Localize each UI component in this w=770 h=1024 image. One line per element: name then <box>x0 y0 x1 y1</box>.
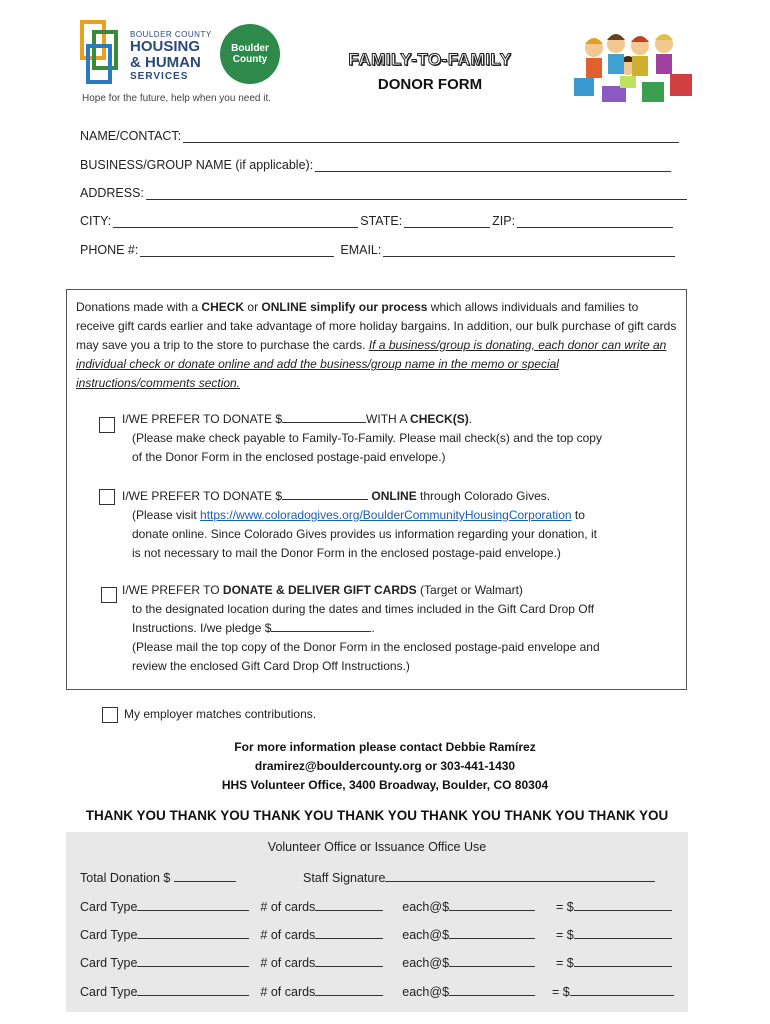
each-label: each@$ <box>402 985 450 999</box>
name-contact-row <box>80 129 681 143</box>
seal-line2: County <box>232 54 268 65</box>
option-online-lead: I/WE PREFER TO DONATE $ <box>122 489 283 503</box>
num-cards-field[interactable] <box>315 925 383 939</box>
thank-you-banner: THANK YOU THANK YOU THANK YOU THANK YOU THANK YOU THANK YOU THANK YOU <box>85 808 669 823</box>
name-contact-label: NAME/CONTACT: <box>80 129 182 143</box>
business-field[interactable] <box>315 158 671 172</box>
option-gift-bold: DONATE & DELIVER GIFT CARDS <box>222 583 417 597</box>
each-label: each@$ <box>402 900 450 914</box>
card-type-field[interactable] <box>137 953 249 967</box>
more-info-line1: For more information please contact Debbie Ramírez <box>234 740 536 754</box>
intro-text-1: Donations made with a <box>76 300 202 314</box>
kids-with-gifts-illustration <box>572 30 694 106</box>
city-field[interactable] <box>113 214 358 228</box>
num-cards-label: # of cards <box>260 900 316 914</box>
city-row <box>80 214 675 228</box>
card-type-label: Card Type <box>80 956 138 970</box>
org-small: BOULDER COUNTY <box>130 30 212 39</box>
total-donation-row <box>80 868 236 885</box>
option-gift-line2: to the designated location during the dates and times included in the Gift Card Drop Off <box>132 602 595 616</box>
equals-label: = $ <box>552 985 570 999</box>
staff-signature-label: Staff Signature <box>303 871 386 885</box>
line-total-field[interactable] <box>570 982 674 996</box>
more-info-line3: HHS Volunteer Office, 3400 Broadway, Boulder, CO 80304 <box>221 778 549 792</box>
state-label: STATE: <box>360 214 403 228</box>
option-gift-end: (Target or Walmart) <box>416 583 523 597</box>
donate-check-checkbox[interactable] <box>99 417 115 433</box>
intro-check: CHECK <box>201 300 245 314</box>
seal-line1: Boulder <box>231 43 269 54</box>
each-amount-field[interactable] <box>449 953 535 967</box>
org-line1: HOUSING <box>130 38 201 55</box>
address-row <box>80 186 689 200</box>
option-check-mid: WITH A <box>366 412 411 426</box>
more-info-line2: dramirez@bouldercounty.org or 303-441-1430 <box>254 759 516 773</box>
card-row <box>80 925 672 942</box>
option-check-line3: of the Donor Form in the enclosed postage-paid envelope.) <box>132 450 446 464</box>
card-type-field[interactable] <box>137 925 249 939</box>
option-online-line2b: to <box>571 508 585 522</box>
zip-label: ZIP: <box>492 214 516 228</box>
check-amount-field[interactable] <box>282 410 366 423</box>
option-online <box>122 487 597 563</box>
option-online-end: through Colorado Gives. <box>416 489 551 503</box>
option-gift-line3a: Instructions. I/we pledge $ <box>132 621 272 635</box>
each-amount-field[interactable] <box>449 982 535 996</box>
phone-label: PHONE #: <box>80 243 139 257</box>
option-gift-cards <box>122 581 600 676</box>
form-title: FAMILY-TO-FAMILY <box>348 50 512 69</box>
option-check-bold: CHECK(S) <box>410 412 469 426</box>
card-type-field[interactable] <box>137 982 249 996</box>
option-online-line3: donate online. Since Colorado Gives provides us information regarding your donation, it <box>132 527 597 541</box>
equals-label: = $ <box>556 928 574 942</box>
option-online-line4: is not necessary to mail the Donor Form in the enclosed postage-paid envelope.) <box>132 546 561 560</box>
phone-field[interactable] <box>140 243 334 257</box>
card-row <box>80 897 672 914</box>
option-gift-line4: (Please mail the top copy of the Donor Form in the enclosed postage-paid envelope and <box>132 640 600 654</box>
pledge-amount-field[interactable] <box>271 619 371 632</box>
tagline: Hope for the future, help when you need it. <box>82 93 272 104</box>
option-online-bold: ONLINE <box>371 489 417 503</box>
total-donation-field[interactable] <box>174 868 236 882</box>
num-cards-label: # of cards <box>260 928 316 942</box>
online-amount-field[interactable] <box>282 487 368 500</box>
name-contact-field[interactable] <box>183 129 679 143</box>
each-amount-field[interactable] <box>449 897 535 911</box>
num-cards-field[interactable] <box>315 982 383 996</box>
address-label: ADDRESS: <box>80 186 144 200</box>
each-label: each@$ <box>402 956 450 970</box>
option-check-line2: (Please make check payable to Family-To-Family. Please mail check(s) and the top copy <box>132 431 602 445</box>
card-row <box>80 953 672 970</box>
card-type-label: Card Type <box>80 928 138 942</box>
each-label: each@$ <box>402 928 450 942</box>
num-cards-field[interactable] <box>315 953 383 967</box>
card-type-label: Card Type <box>80 900 138 914</box>
employer-match-label: My employer matches contributions. <box>124 707 317 721</box>
staff-signature-row <box>303 868 655 885</box>
equals-label: = $ <box>556 956 574 970</box>
intro-text-3: which allows individuals and families to receive gift cards earlier and take advantage of more holiday bargains. In addition, our bulk purchase of gift cards may save you a trip to the store to purchase the cards. <box>76 300 677 352</box>
option-gift-line3b: . <box>371 621 375 635</box>
org-line3: SERVICES <box>130 71 189 82</box>
colorado-gives-link[interactable]: https://www.coloradogives.org/BoulderCommunityHousingCorporation <box>200 508 572 522</box>
donate-online-checkbox[interactable] <box>99 489 115 505</box>
donation-intro <box>76 298 680 393</box>
option-gift-line5: review the enclosed Gift Card Drop Off Instructions.) <box>132 659 410 673</box>
intro-online: ONLINE simplify our process <box>261 300 428 314</box>
business-row <box>80 158 673 172</box>
each-amount-field[interactable] <box>449 925 535 939</box>
form-subtitle: DONOR FORM <box>377 76 483 93</box>
num-cards-label: # of cards <box>260 956 316 970</box>
hhs-logo-text <box>130 30 212 82</box>
intro-text-2: or <box>244 300 262 314</box>
staff-signature-field[interactable] <box>385 868 655 882</box>
num-cards-label: # of cards <box>260 985 316 999</box>
num-cards-field[interactable] <box>315 897 383 911</box>
card-type-label: Card Type <box>80 985 138 999</box>
employer-match-checkbox[interactable] <box>102 707 118 723</box>
email-label: EMAIL: <box>340 243 382 257</box>
line-total-field[interactable] <box>574 925 672 939</box>
boulder-county-seal <box>220 24 280 84</box>
address-field[interactable] <box>146 186 687 200</box>
zip-field[interactable] <box>517 214 673 228</box>
state-field[interactable] <box>404 214 490 228</box>
option-online-line2a: (Please visit <box>132 508 201 522</box>
card-type-field[interactable] <box>137 897 249 911</box>
email-field[interactable] <box>383 243 675 257</box>
equals-label: = $ <box>556 900 574 914</box>
office-use-title: Volunteer Office or Issuance Office Use <box>267 840 487 854</box>
option-check <box>122 410 602 467</box>
total-donation-label: Total Donation $ <box>80 871 171 885</box>
business-label: BUSINESS/GROUP NAME (if applicable): <box>80 158 314 172</box>
line-total-field[interactable] <box>574 897 672 911</box>
option-check-end: . <box>468 412 473 426</box>
org-line2: & HUMAN <box>130 54 201 71</box>
card-row <box>80 982 674 999</box>
intro-business-note: If a business/group is donating, each donor can write an individual check or donate online and add the business/group name in the memo or special instructions/comments section. <box>76 338 667 390</box>
phone-row <box>80 243 677 257</box>
line-total-field[interactable] <box>574 953 672 967</box>
city-label: CITY: <box>80 214 112 228</box>
option-gift-lead: I/WE PREFER TO <box>122 583 223 597</box>
option-check-lead: I/WE PREFER TO DONATE $ <box>122 412 283 426</box>
donate-gift-cards-checkbox[interactable] <box>101 587 117 603</box>
